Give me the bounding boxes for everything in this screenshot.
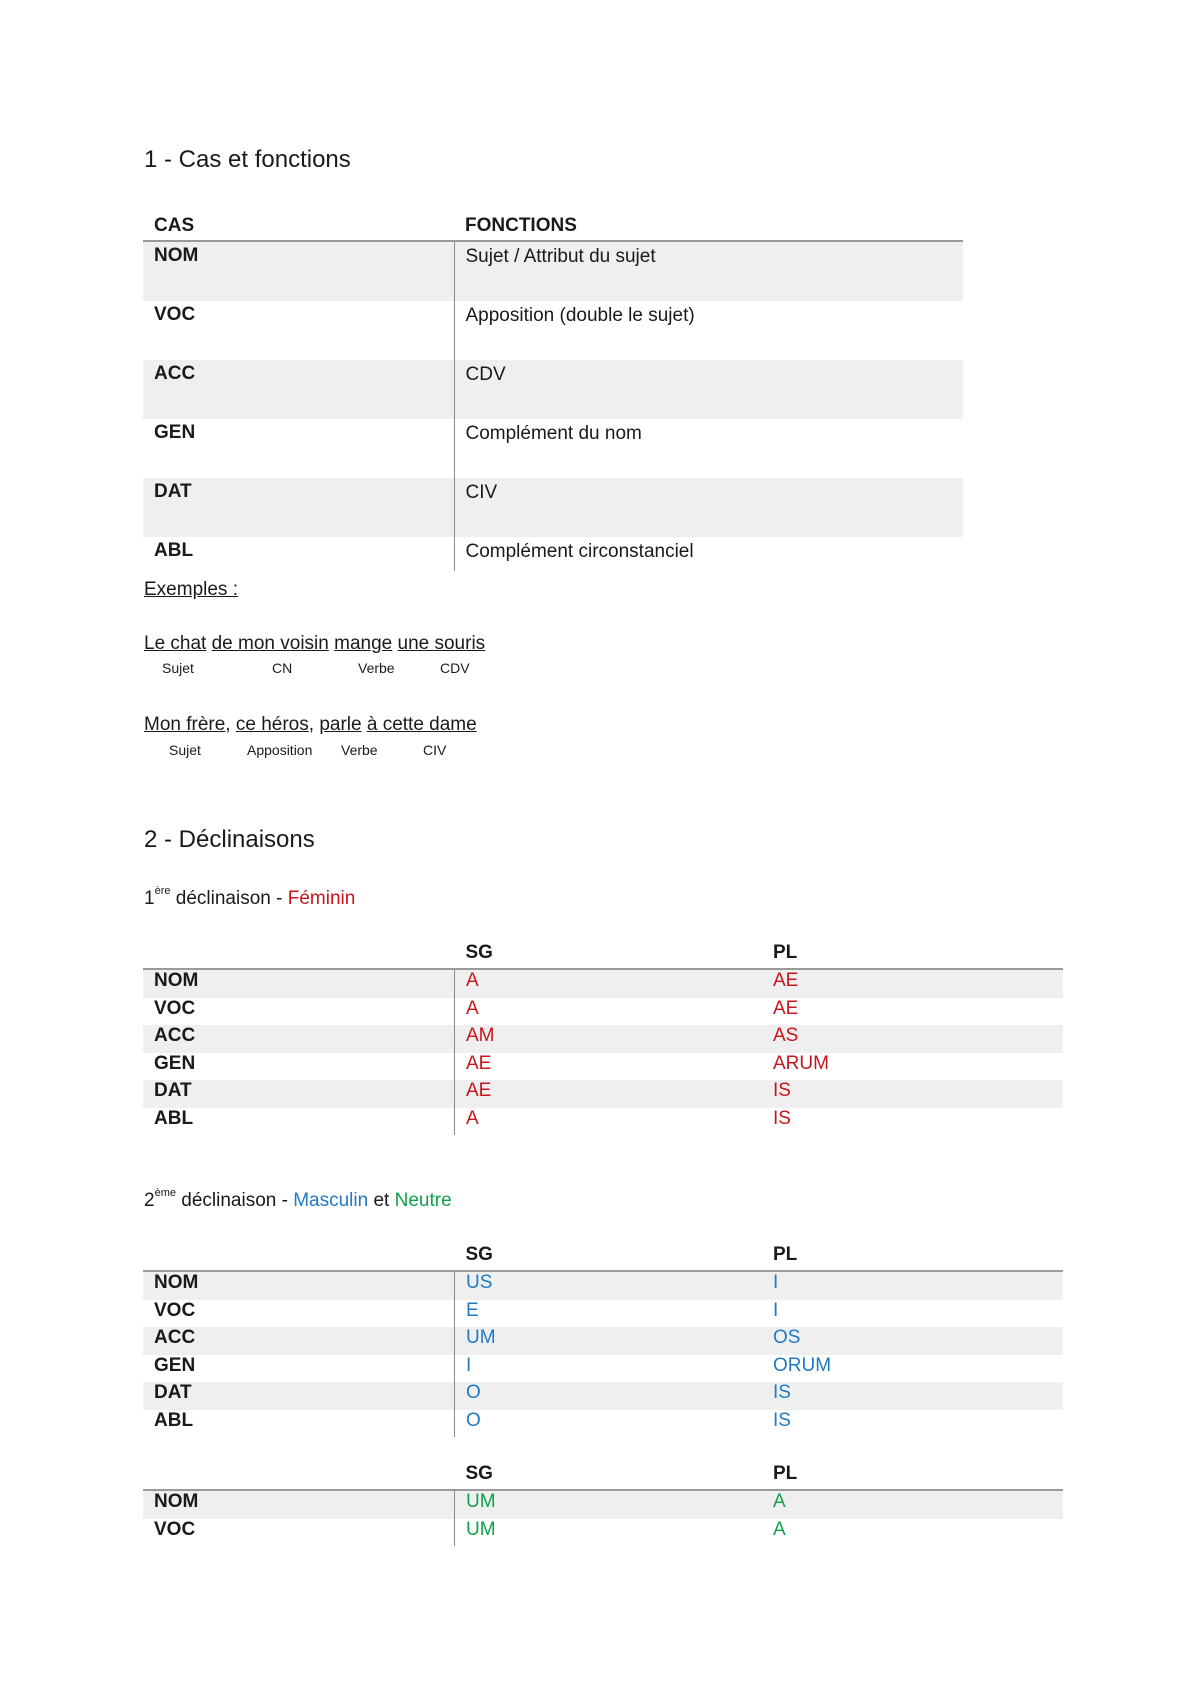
grammar-label: CN [272,660,293,676]
case-cell: VOC [143,1300,455,1328]
plural-ending: I [773,1299,779,1321]
declension-label: déclinaison - [175,1190,294,1211]
empty-header [143,1463,455,1490]
table-header-row [143,215,963,241]
case-cell: ACC [143,1327,455,1355]
table-row [143,1382,1063,1410]
table-row [143,537,963,571]
plural-ending: IS [773,1409,791,1431]
case-cell: VOC [143,301,454,360]
singular-ending: I [466,1354,472,1376]
table-row [143,1025,1063,1053]
gender-neuter: Neutre [394,1190,452,1211]
table-row [143,1410,1063,1438]
grammar-label: Verbe [358,660,395,676]
section-title-declensions: 2 - Déclinaisons [144,826,315,853]
example-word: Le chat [144,633,207,654]
empty-header [143,942,455,969]
plural-ending: AE [762,969,1063,998]
example-word: à cette dame [366,714,477,735]
column-header-plural: PL [762,1244,1063,1271]
example-word: une souris [397,633,486,654]
table-row [143,478,963,537]
table-header-row [143,942,1063,969]
singular-ending: A [455,969,763,998]
gender-feminine: Féminin [287,888,356,909]
case-cell: NOM [143,969,455,998]
examples-heading: Exemples : [144,579,238,600]
plural-ending: AS [762,1025,1063,1053]
column-header-plural: PL [762,942,1063,969]
table-row [143,1490,1063,1519]
singular-ending: US [455,1271,763,1300]
grammar-label: CIV [423,742,447,758]
plural-ending: AE [773,997,799,1019]
singular-ending: AM [455,1025,763,1053]
column-header-singular: SG [455,1463,763,1490]
example-sentence-1 [144,633,485,655]
case-cell: GEN [143,1053,455,1081]
function-cell: CIV [454,478,963,537]
plural-ending: IS [762,1382,1063,1410]
empty-header [143,1244,455,1271]
table-row [143,1271,1063,1300]
plural-ending: ARUM [773,1052,829,1074]
declension-label: déclinaison - [170,888,288,909]
column-header-singular: SG [455,1244,763,1271]
singular-ending: E [466,1299,479,1321]
section-title-cases: 1 - Cas et fonctions [144,146,351,173]
conjunction: et [368,1190,395,1211]
example-sentence-2: Mon frère, ce héros, parle à cette dame [144,714,477,735]
case-cell: ABL [143,1410,455,1438]
singular-ending: UM [466,1518,496,1540]
table-row [143,1080,1063,1108]
case-cell: GEN [143,419,454,478]
column-header-functions: FONCTIONS [454,215,963,241]
singular-ending: O [455,1382,763,1410]
column-header-plural: PL [762,1463,1063,1490]
case-cell: NOM [143,1490,455,1519]
example-word: Mon frère [144,714,226,735]
declension-number: 1 [144,888,155,909]
singular-ending: A [466,997,479,1019]
plural-ending: A [762,1490,1063,1519]
table-row [143,1519,1063,1547]
grammar-label: Verbe [341,742,378,758]
function-cell: Complément du nom [465,423,642,444]
plural-ending: I [762,1271,1063,1300]
grammar-label: Sujet [169,742,201,758]
grammar-label: Apposition [247,742,313,758]
plural-ending: IS [762,1080,1063,1108]
ordinal-suffix: ère [154,885,171,897]
case-cell: NOM [143,1271,455,1300]
gender-masculine: Masculin [293,1190,369,1211]
case-cell: DAT [143,1382,455,1410]
table-header-row [143,1463,1063,1490]
table-row [143,969,1063,998]
singular-ending: O [466,1409,481,1431]
function-cell: CDV [454,360,963,419]
table-row [143,1355,1063,1383]
column-header-singular: SG [455,942,763,969]
cases-table [143,215,963,571]
case-cell: GEN [143,1355,455,1383]
declension-2-title [144,1187,452,1212]
singular-ending: UM [455,1327,763,1355]
case-cell: VOC [143,998,455,1026]
table-header-row [143,1244,1063,1271]
case-cell: ABL [143,537,454,571]
example-word: mange [334,633,393,654]
case-cell: ACC [143,1025,455,1053]
function-cell: Sujet / Attribut du sujet [454,241,963,301]
case-cell: NOM [143,241,454,301]
example-word: de mon voisin [211,633,329,654]
case-cell: DAT [143,478,454,537]
singular-ending: A [466,1107,479,1129]
table-row [143,1300,1063,1328]
table-row [143,1053,1063,1081]
case-cell: ABL [143,1108,455,1136]
table-row [143,998,1063,1026]
second-declension-neuter-table [143,1463,1063,1546]
grammar-label: Sujet [162,660,194,676]
function-cell: Apposition (double le sujet) [465,305,695,326]
first-declension-table [143,942,1063,1135]
singular-ending: AE [466,1052,492,1074]
grammar-label: CDV [440,660,470,676]
case-cell: ACC [143,360,454,419]
singular-ending: UM [455,1490,763,1519]
ordinal-suffix: ème [154,1187,176,1199]
table-row [143,1108,1063,1136]
example-word: ce héros [235,714,309,735]
declension-1-title [144,885,356,910]
table-row [143,301,963,360]
column-header-case: CAS [143,215,454,241]
case-cell: VOC [143,1519,455,1547]
example-word: parle [319,714,362,735]
table-row [143,419,963,478]
table-row [143,1327,1063,1355]
singular-ending: AE [455,1080,763,1108]
function-cell: Complément circonstanciel [465,541,694,562]
declension-number: 2 [144,1190,155,1211]
plural-ending: A [773,1518,786,1540]
plural-ending: ORUM [773,1354,832,1376]
case-cell: DAT [143,1080,455,1108]
table-row [143,241,963,301]
table-row [143,360,963,419]
plural-ending: IS [773,1107,791,1129]
second-declension-masculine-table [143,1244,1063,1437]
plural-ending: OS [762,1327,1063,1355]
